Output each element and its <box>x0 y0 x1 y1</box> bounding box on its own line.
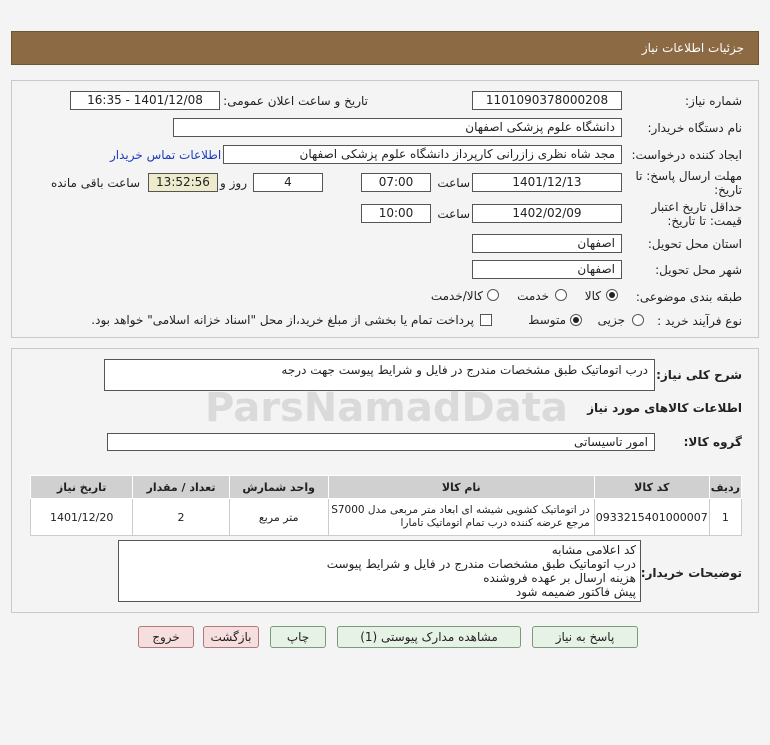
category-option-goods: کالا <box>584 289 601 303</box>
cell-row: 1 <box>709 499 741 536</box>
col-date: تاریخ نیاز <box>31 476 133 499</box>
exit-button[interactable]: خروج <box>138 626 194 648</box>
deadline-date-field: 1401/12/13 <box>472 173 622 192</box>
deadline-label-1: مهلت ارسال پاسخ: تا <box>635 169 742 183</box>
page-header <box>11 31 759 65</box>
buyer-note-line: هزینه ارسال بر عهده فروشنده <box>483 571 636 585</box>
city-label: شهر محل تحویل: <box>655 263 742 277</box>
buyer-label: نام دستگاه خریدار: <box>647 121 742 135</box>
buyer-field: دانشگاه علوم پزشکی اصفهان <box>173 118 622 137</box>
cell-name-line1: در اتوماتیک کشویی شیشه ای ابعاد متر مربعی مدل S7000 <box>331 504 590 516</box>
deadline-label-2: تاریخ: <box>714 183 742 197</box>
table-row <box>31 499 742 536</box>
page-title: جزئیات اطلاعات نیاز <box>641 41 744 55</box>
buyer-note-line: درب اتوماتیک طبق مشخصات مندرج در فایل و شرایط پیوست <box>326 557 636 571</box>
payment-checkbox[interactable] <box>480 314 492 326</box>
buyer-note-line: کد اعلامی مشابه <box>551 543 636 557</box>
col-name: نام کالا <box>328 476 594 499</box>
province-label: استان محل تحویل: <box>647 237 742 251</box>
print-button[interactable]: چاپ <box>270 626 326 648</box>
validity-date-field: 1402/02/09 <box>472 204 622 223</box>
group-field: امور تاسیساتی <box>107 433 655 451</box>
cell-code: 0933215401000007 <box>594 499 709 536</box>
days-field: 4 <box>253 173 323 192</box>
category-radio-service[interactable] <box>555 289 567 301</box>
buyer-notes-field <box>118 540 641 602</box>
col-unit: واحد شمارش <box>229 476 328 499</box>
validity-time-label: ساعت <box>437 207 470 221</box>
validity-label-1: حداقل تاریخ اعتبار <box>651 200 742 214</box>
remaining-time-field: 13:52:56 <box>148 173 218 192</box>
process-radio-medium[interactable] <box>570 314 582 326</box>
buyer-contact-link[interactable]: اطلاعات تماس خریدار <box>110 148 222 162</box>
creator-label: ایجاد کننده درخواست: <box>631 148 742 162</box>
deadline-time-label: ساعت <box>437 176 470 190</box>
cell-name <box>328 499 594 536</box>
buyer-notes-label: توضیحات خریدار: <box>640 566 742 580</box>
need-number-field: 1101090378000208 <box>472 91 622 110</box>
items-title: اطلاعات کالاهای مورد نیاز <box>587 401 742 415</box>
group-label: گروه کالا: <box>683 435 742 449</box>
deadline-time-field: 07:00 <box>361 173 431 192</box>
col-qty: تعداد / مقدار <box>133 476 229 499</box>
category-label: طبقه بندی موضوعی: <box>635 290 742 304</box>
cell-name-line2: مرجع عرضه کننده درب تمام اتوماتیک تامارا <box>400 517 590 529</box>
col-row: ردیف <box>709 476 741 499</box>
need-number-label: شماره نیاز: <box>685 94 742 108</box>
category-radio-goods-service[interactable] <box>487 289 499 301</box>
summary-label: شرح کلی نیاز: <box>656 368 742 382</box>
process-label: نوع فرآیند خرید : <box>657 314 742 328</box>
announce-field: 1401/12/08 - 16:35 <box>70 91 220 110</box>
process-option-medium: متوسط <box>528 313 566 327</box>
days-label: روز و <box>220 176 247 190</box>
reply-button[interactable]: پاسخ به نیاز <box>532 626 638 648</box>
col-code: کد کالا <box>594 476 709 499</box>
validity-label-2: قیمت: تا تاریخ: <box>667 214 742 228</box>
buyer-note-line: پیش فاکتور ضمیمه شود <box>515 585 636 599</box>
items-table <box>30 475 742 536</box>
view-attachments-button[interactable]: مشاهده مدارک پیوستی (1) <box>337 626 521 648</box>
process-option-minor: جزیی <box>597 313 625 327</box>
back-button[interactable]: بازگشت <box>203 626 259 648</box>
province-field: اصفهان <box>472 234 622 253</box>
category-option-service: خدمت <box>517 289 549 303</box>
city-field: اصفهان <box>472 260 622 279</box>
announce-label: تاریخ و ساعت اعلان عمومی: <box>223 94 368 108</box>
summary-field: درب اتوماتیک طبق مشخصات مندرج در فایل و شرایط پیوست جهت درجه <box>104 359 655 391</box>
category-radio-goods[interactable] <box>606 289 618 301</box>
payment-text: پرداخت تمام یا بخشی از مبلغ خرید،از محل "اسناد خزانه اسلامی" خواهد بود. <box>91 313 474 327</box>
remaining-label: ساعت باقی مانده <box>50 176 140 190</box>
validity-time-field: 10:00 <box>361 204 431 223</box>
cell-qty: 2 <box>133 499 229 536</box>
process-radio-minor[interactable] <box>632 314 644 326</box>
cell-date: 1401/12/20 <box>31 499 133 536</box>
category-option-goods-service: کالا/خدمت <box>430 289 483 303</box>
watermark-text: ParsNamadData <box>205 385 568 431</box>
cell-unit: متر مربع <box>229 499 328 536</box>
creator-field: مجد شاه نظری زازرانی کارپرداز دانشگاه علوم پزشکی اصفهان <box>223 145 622 164</box>
